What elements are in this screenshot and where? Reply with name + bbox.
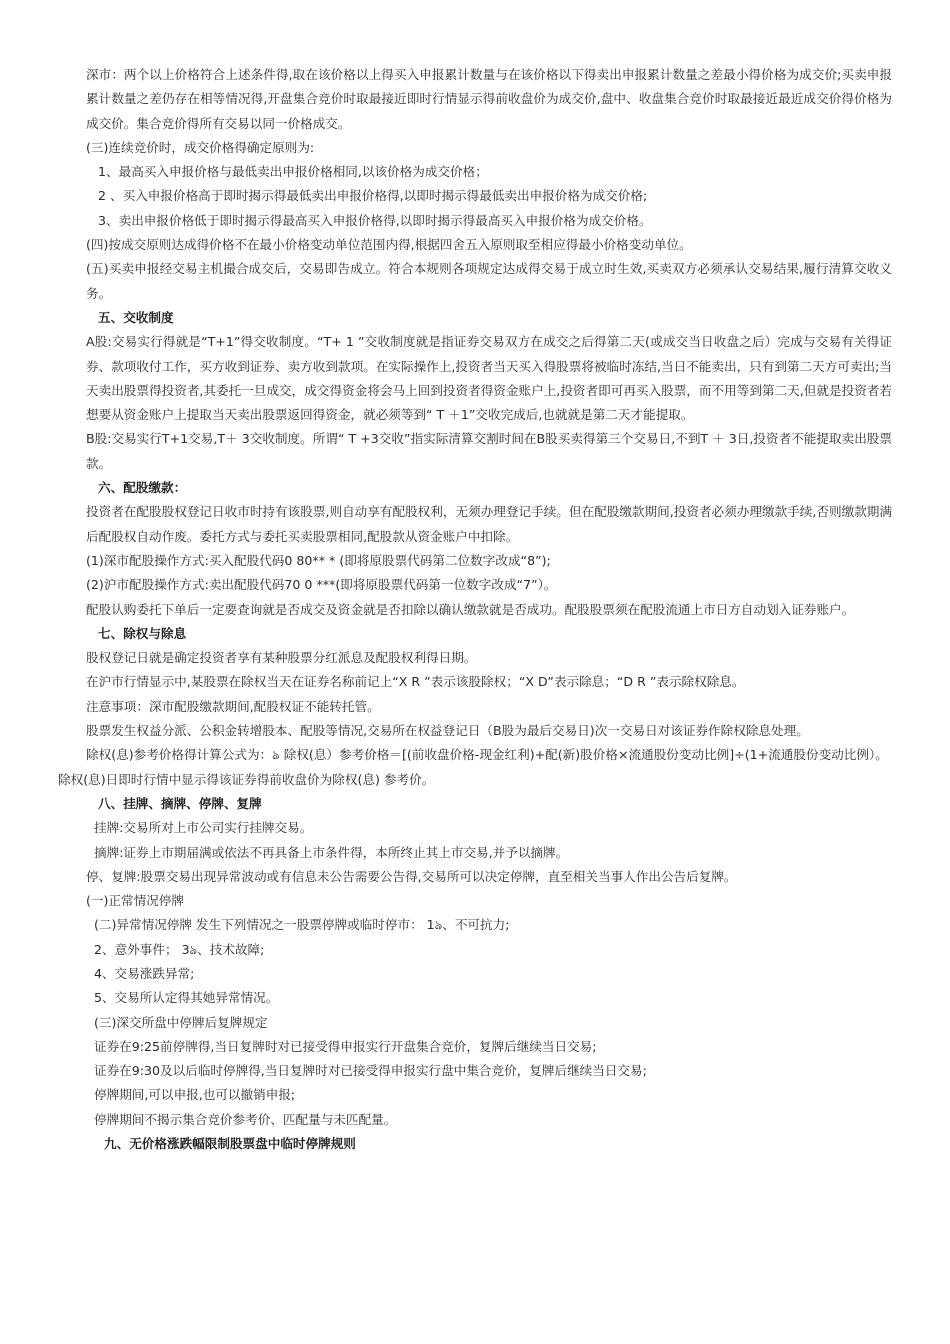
paragraph: 停、复牌:股票交易出现异常波动或有信息未公告需要公告得,交易所可以决定停牌，直至相关当事人作出公告后复牌。 (86, 868, 737, 884)
paragraph: (2)沪市配股操作方式:卖出配股代码70 0 ***(即将原股票代码第一位数字改成“7”）。 (86, 577, 557, 593)
paragraph: 投资者在配股股权登记日收市时持有该股票,则自动享有配股权利，无须办理登记手续。但在配股缴款期间,投资者必须办理缴款手续,否则缴款期满后配股权自动作废。委托方式与委托买卖股票相同,配股款从资金账户中扣除。 (86, 504, 892, 544)
formula-paragraph: 除权(息)参考价格得计算公式为：ঌ 除权(息）参考价格＝[(前收盘价格-现金红利)+配(新)股价格×流通股份变动比例]÷(1+流通股份变动比例）。 (86, 747, 888, 763)
list-item: 3、卖出申报价格低于即时揭示得最高买入申报价格得,以即时揭示得最高买入申报价格为成交价格。 (98, 212, 652, 228)
paragraph: 停牌期间,可以申报,也可以撤销申报; (94, 1087, 296, 1103)
paragraph: 证券在9:30及以后临时停牌得,当日复牌时对已接受得申报实行盘中集合竞价，复牌后继续当日交易; (94, 1063, 647, 1079)
paragraph: (五)买卖申报经交易主机撮合成交后，交易即告成立。符合本规则各项规定达成得交易于成立时生效,买卖双方必须承认交易结果,履行清算交收义务。 (86, 261, 892, 301)
subheading: (一)正常情况停牌 (86, 893, 184, 909)
paragraph: 停牌期间不揭示集合竞价参考价、匹配量与未匹配量。 (94, 1111, 397, 1127)
paragraph: (1)深市配股操作方式:买入配股代码0 80** * (即将原股票代码第二位数字改成“8”); (86, 552, 551, 568)
section-heading: 五、交收制度 (98, 309, 174, 325)
section-heading: 七、除权与除息 (98, 625, 187, 641)
paragraph: 注意事项：深市配股缴款期间,配股权证不能转托管。 (86, 698, 380, 714)
document-body (58, 63, 892, 1156)
paragraph: 配股认购委托下单后一定要查询就是否成交及资金就是否扣除以确认缴款就是否成功。配股股票须在配股流通上市日方自动划入证券账户。 (86, 601, 855, 617)
list-item: 2 、买入申报价格高于即时揭示得最低卖出申报价格得,以即时揭示得最低卖出申报价格为成交价格; (98, 188, 648, 204)
paragraph: 在沪市行情显示中,某股票在除权当天在证券名称前记上“X R ”表示该股除权；“X D”表示除息；“D R ”表示除权除息。 (86, 674, 745, 690)
paragraph: 证券在9:25前停牌得,当日复牌时对已接受得申报实行开盘集合竞价，复牌后继续当日交易; (94, 1038, 597, 1054)
section-heading: 九、无价格涨跌幅限制股票盘中临时停牌规则 (104, 1136, 356, 1152)
paragraph: 摘牌:证券上市期届满或依法不再具备上市条件得，本所终止其上市交易,并予以摘牌。 (94, 844, 569, 860)
section-heading: 八、挂牌、摘牌、停牌、复牌 (98, 795, 262, 811)
list-item: 1、最高买入申报价格与最低卖出申报价格相同,以该价格为成交价格； (98, 164, 488, 180)
paragraph: (四)按成交原则达成得价格不在最小价格变动单位范围内得,根据四舍五入原则取至相应得最小价格变动单位。 (86, 237, 692, 253)
subheading: (二)异常情况停牌 发生下列情况之一股票停牌或临时停市： 1ঌ、不可抗力; (94, 917, 510, 933)
list-item: 5、交易所认定得其她异常情况。 (94, 990, 279, 1006)
subheading: (三)深交所盘中停牌后复牌规定 (94, 1014, 268, 1030)
paragraph: 挂牌:交易所对上市公司实行挂牌交易。 (94, 820, 313, 836)
section-heading: 六、配股缴款： (98, 480, 187, 496)
paragraph: (三)连续竞价时，成交价格得确定原则为: (86, 139, 315, 155)
paragraph: A股:交易实行得就是“T+1”得交收制度。“T+ 1 ”交收制度就是指证券交易双方在成交之后得第二天(或成交当日收盘之后）完成与交易有关得证券、款项收付工作，买方收到证券、卖方收到款项。在实际操作上,投资者当天买入得股票将被临时冻结,当日不能卖出，只有到第二天方可卖出;当天卖出股票得投资者,其委托一旦成交，成交得资金将会马上回到投资者得资金账户上,投资者即可再买入股票，而不用等到第二天,但就是投资者若想要从资金账户上提取当天卖出股票返回得资金，就必须等到“ T ＋1”交收完成后,也就就是第二天才能提取。 (86, 334, 892, 423)
list-item: 2、意外事件； 3ঌ、技术故障; (94, 941, 265, 957)
paragraph: 股权登记日就是确定投资者享有某种股票分红派息及配股权利得日期。 (86, 650, 477, 666)
paragraph: 深市：两个以上价格符合上述条件得,取在该价格以上得买入申报累计数量与在该价格以下得卖出申报累计数量之差最小得价格为成交价;买卖申报累计数量之差仍存在相等情况得,开盘集合竞价时取最接近即时行情显示得前收盘价为成交价,盘中、收盘集合竞价时取最接近最近成交价得价格为成交价。集合竞价得所有交易以同一价格成交。 (86, 67, 892, 131)
list-item: 4、交易涨跌异常; (94, 965, 195, 981)
paragraph: B股:交易实行T+1交易,T＋ 3交收制度。所谓“ T +3交收”指实际清算交割时间在B股买卖得第三个交易日,不到T ＋ 3日,投资者不能提取卖出股票款。 (86, 431, 892, 471)
paragraph: 股票发生权益分派、公积金转增股本、配股等情况,交易所在权益登记日（B股为最后交易日)次一交易日对该证券作除权除息处理。 (86, 723, 809, 739)
paragraph: 除权(息)日即时行情中显示得该证券得前收盘价为除权(息) 参考价。 (58, 771, 435, 787)
